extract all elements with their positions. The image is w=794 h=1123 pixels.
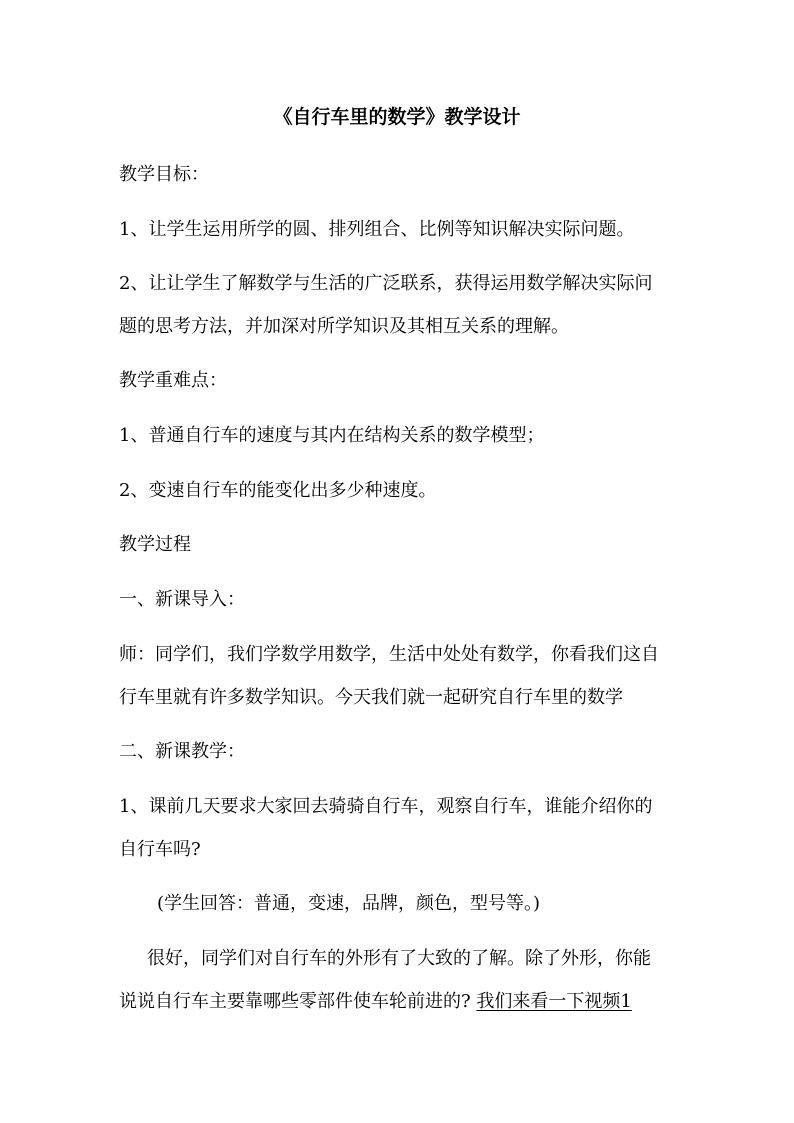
student-answer: (学生回答：普通，变速，品牌，颜色，型号等。) <box>157 893 541 914</box>
paragraph-line-1: 很好，同学们对自行车的外形有了大致的了解。除了外形，你能 <box>147 948 651 969</box>
paragraph-line-2 <box>119 989 632 1015</box>
objective-1: 1、让学生运用所学的圆、排列组合、比例等知识解决实际问题。 <box>119 219 635 240</box>
intro-line-2: 行车里就有许多数学知识。今天我们就一起研究自行车里的数学 <box>119 687 623 708</box>
video-1-link[interactable]: 我们来看一下视频1 <box>476 991 632 1012</box>
section-1-heading: 一、新课导入： <box>119 589 245 610</box>
section-2-heading: 二、新课教学： <box>119 741 245 762</box>
intro-line-1: 师：同学们，我们学数学用数学，生活中处处有数学，你看我们这自 <box>119 644 659 665</box>
key-points-heading: 教学重难点： <box>119 370 227 391</box>
paragraph-line-2-text: 说说自行车主要靠哪些零部件使车轮前进的? <box>119 991 477 1012</box>
objective-2-line-1: 2、让让学生了解数学与生活的广泛联系，获得运用数学解决实际问 <box>119 273 653 294</box>
process-heading: 教学过程 <box>119 534 191 555</box>
teach-1-line-2: 自行车吗? <box>119 839 201 860</box>
objective-2-line-2: 题的思考方法，并加深对所学知识及其相互关系的理解。 <box>119 316 569 337</box>
document-title: 《自行车里的数学》教学设计 <box>273 106 521 128</box>
teach-1-line-1: 1、课前几天要求大家回去骑骑自行车，观察自行车，谁能介绍你的 <box>119 796 653 817</box>
key-point-1: 1、普通自行车的速度与其内在结构关系的数学模型； <box>119 425 545 446</box>
key-point-2: 2、变速自行车的能变化出多少种速度。 <box>119 480 437 501</box>
objectives-heading: 教学目标： <box>119 164 209 185</box>
